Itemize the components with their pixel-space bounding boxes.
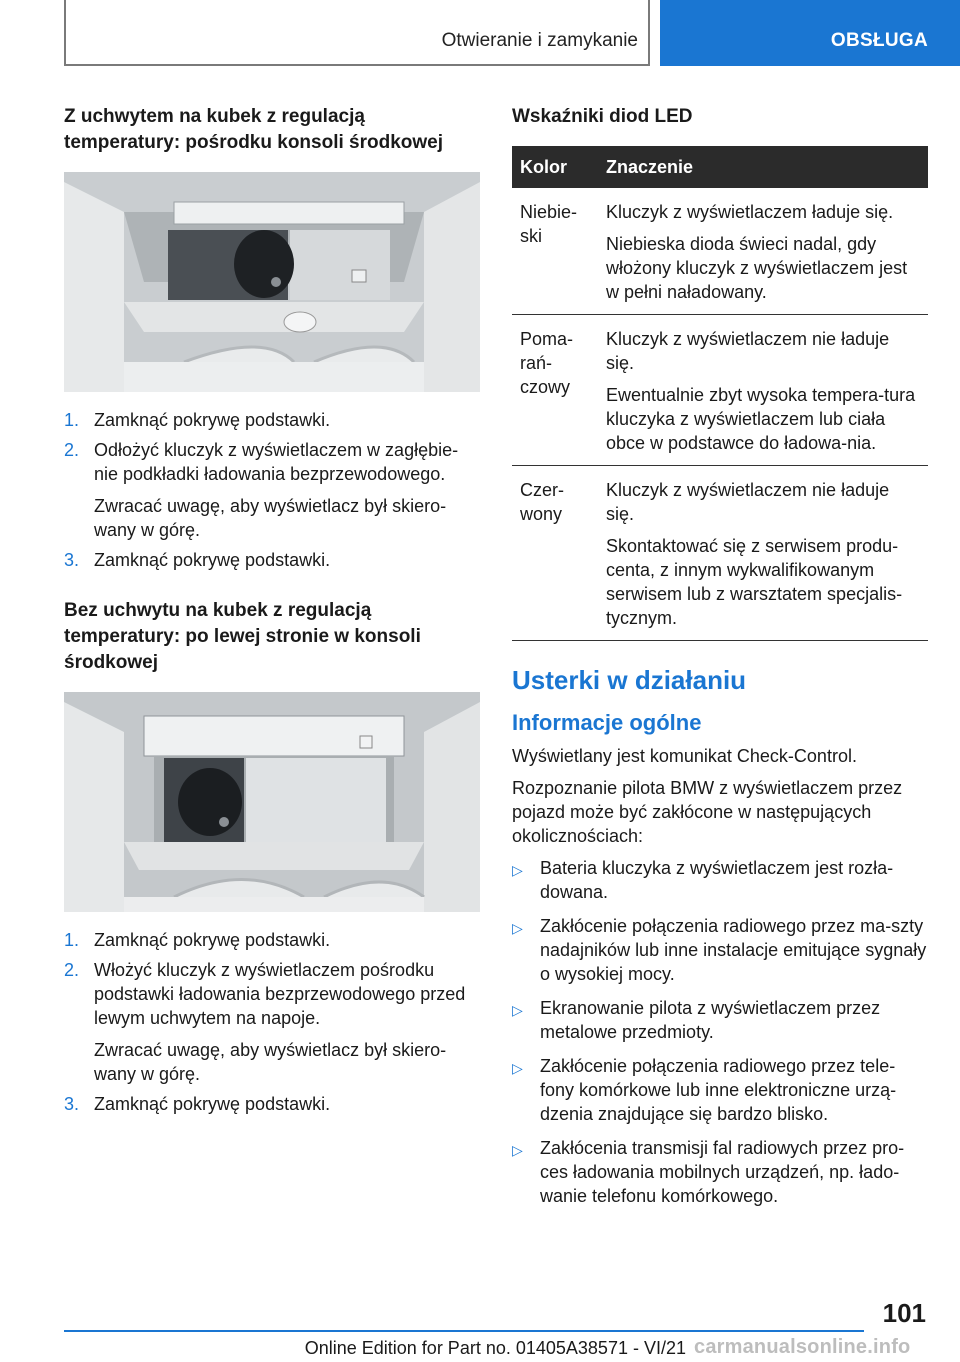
- step-note: Zwracać uwagę, aby wyświetlacz był skiero‐wany w górę.: [94, 1040, 447, 1084]
- list-item: [64, 958, 480, 1086]
- step-number: 1.: [64, 410, 80, 430]
- page-number: 101: [882, 1298, 926, 1328]
- led-table: [512, 146, 928, 641]
- left-column: [64, 104, 480, 1142]
- list-item: [512, 1054, 928, 1126]
- paragraph-recognition: Rozpoznanie pilota BMW z wyświetlaczem przez pojazd może być zakłócone w następujących okolicznościach:: [512, 778, 903, 846]
- triangle-bullet-icon: ▷: [512, 1142, 523, 1158]
- step-text: Zamknąć pokrywę podstawki.: [94, 1094, 331, 1114]
- table-header-meaning: Znaczenie: [598, 146, 928, 188]
- bullet-text: Zakłócenie połączenia radiowego przez ma‐szty nadajników lub inne instalacje emitujące sygnały o wysokiej mocy.: [540, 916, 927, 984]
- table-cell-color: Niebie‐ski: [512, 188, 598, 315]
- step-text: Zamknąć pokrywę podstawki.: [94, 930, 331, 950]
- paragraph-check-control: Wyświetlany jest komunikat Check-Control.: [512, 746, 857, 766]
- meaning-detail: Skontaktować się z serwisem produ‐centa, z innym wykwalifikowanym serwisem lub z warsztatem specjalis‐tycznym.: [606, 536, 903, 628]
- bullet-text: Zakłócenie połączenia radiowego przez tele‐fony komórkowe lub inne elektroniczne urzą‐dzenia znajdujące się bardzo blisko.: [540, 1056, 897, 1124]
- heading-led-indicators: Wskaźniki diod LED: [512, 106, 693, 127]
- header-chapter-tab-label: OBSŁUGA: [830, 30, 928, 51]
- footer-divider: [64, 1330, 864, 1332]
- triangle-bullet-icon: ▷: [512, 862, 523, 878]
- table-cell-meaning: [598, 188, 928, 315]
- list-item: [64, 438, 480, 542]
- heading-center-console: Z uchwytem na kubek z regulacją temperatury: pośrodku konsoli środkowej: [64, 106, 444, 153]
- footer-watermark: carmanualsonline.info: [694, 1336, 911, 1358]
- meaning-status: Kluczyk z wyświetlaczem nie ładuje się.: [606, 480, 890, 524]
- step-note: Zwracać uwagę, aby wyświetlacz był skiero‐wany w górę.: [94, 496, 447, 540]
- list-item: [512, 1136, 928, 1208]
- table-cell-meaning: [598, 466, 928, 641]
- list-item: [512, 856, 928, 904]
- step-text: Zamknąć pokrywę podstawki.: [94, 550, 331, 570]
- step-number: 3.: [64, 550, 80, 570]
- list-item: [64, 928, 480, 952]
- steps-list-left: [64, 928, 480, 1116]
- table-cell-color: Czer‐wony: [512, 466, 598, 641]
- figure-center-console-charging-tray: [64, 172, 480, 392]
- table-cell-color: Poma‐rań‐czowy: [512, 315, 598, 466]
- step-text: Zamknąć pokrywę podstawki.: [94, 410, 331, 430]
- heading-left-console: Bez uchwytu na kubek z regulacją temperatury: po lewej stronie w konsoli środkowej: [64, 600, 421, 673]
- step-number: 3.: [64, 1094, 80, 1114]
- step-number: 2.: [64, 440, 80, 460]
- figure-left-console-charging-tray: [64, 692, 480, 912]
- table-row: [512, 466, 928, 641]
- meaning-status: Kluczyk z wyświetlaczem ładuje się.: [606, 202, 894, 222]
- header-chapter-tab[interactable]: [660, 0, 960, 66]
- header-right-border: [648, 0, 650, 66]
- step-number: 2.: [64, 960, 80, 980]
- header-bottom-border: [64, 64, 650, 66]
- table-row: [512, 315, 928, 466]
- triangle-bullet-icon: ▷: [512, 1002, 523, 1018]
- meaning-detail: Ewentualnie zbyt wysoka tempera‐tura kluczyka z wyświetlaczem lub ciała obce w podstawce do ładowa‐nia.: [606, 385, 916, 453]
- section-title-malfunctions: Usterki w działaniu: [512, 665, 747, 695]
- list-item: [64, 1092, 480, 1116]
- bullet-text: Bateria kluczyka z wyświetlaczem jest rozła‐dowana.: [540, 858, 894, 902]
- bullet-list-interference: [512, 856, 928, 1208]
- bullet-text: Zakłócenia transmisji fal radiowych przez pro‐ces ładowania mobilnych urządzeń, np. łado‐wanie telefonu komórkowego.: [540, 1138, 905, 1206]
- list-item: [64, 548, 480, 572]
- table-cell-meaning: [598, 315, 928, 466]
- right-column: [512, 104, 928, 1218]
- steps-list-center: [64, 408, 480, 572]
- meaning-status: Kluczyk z wyświetlaczem nie ładuje się.: [606, 329, 890, 373]
- step-text: Odłożyć kluczyk z wyświetlaczem w zagłębie‐nie podkładki ładowania bezprzewodowego.: [94, 440, 459, 484]
- triangle-bullet-icon: ▷: [512, 1060, 523, 1076]
- step-number: 1.: [64, 930, 80, 950]
- meaning-detail: Niebieska dioda świeci nadal, gdy włożony kluczyk z wyświetlaczem jest w pełni naładowany.: [606, 234, 908, 302]
- table-header-color: Kolor: [512, 146, 598, 188]
- key-fob-shape: [178, 768, 242, 836]
- subsection-title-general-info: Informacje ogólne: [512, 710, 702, 735]
- bullet-text: Ekranowanie pilota z wyświetlaczem przez metalowe przedmioty.: [540, 998, 881, 1042]
- footer-edition: Online Edition for Part no. 01405A38571 - VI/21: [304, 1338, 686, 1358]
- table-header-row: [512, 146, 928, 188]
- triangle-bullet-icon: ▷: [512, 920, 523, 936]
- step-text-block: [94, 438, 480, 542]
- list-item: [512, 914, 928, 986]
- table-row: [512, 188, 928, 315]
- step-text-block: [94, 958, 480, 1086]
- list-item: [64, 408, 480, 432]
- list-item: [512, 996, 928, 1044]
- header-section-title: Otwieranie i zamykanie: [441, 30, 638, 51]
- key-fob-shape: [234, 230, 294, 298]
- step-text: Włożyć kluczyk z wyświetlaczem pośrodku podstawki ładowania bezprzewodowego przed lewym uchwytem na napoje.: [94, 960, 466, 1028]
